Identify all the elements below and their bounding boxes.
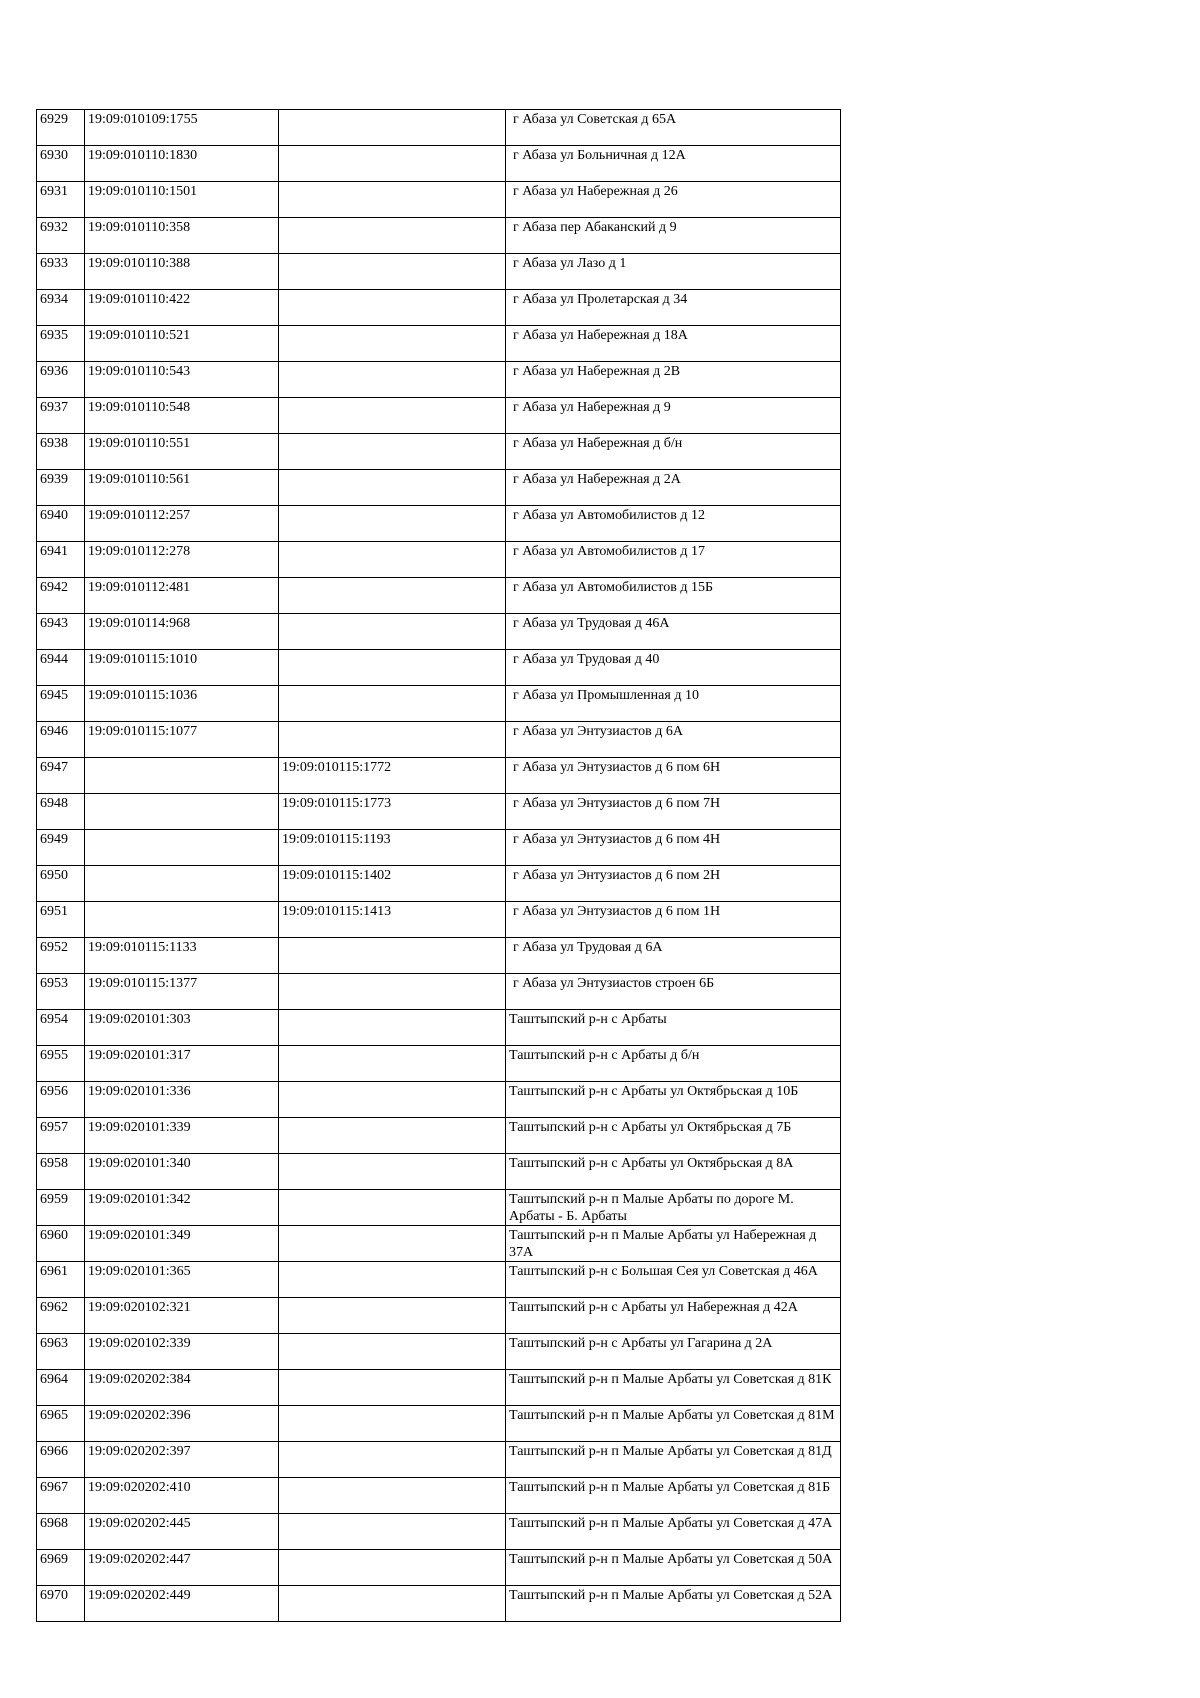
address-cell: г Абаза ул Набережная д 26 [506, 182, 841, 218]
table-row [37, 938, 841, 974]
table-row [37, 1226, 841, 1262]
address-cell: Таштыпский р-н с Арбаты ул Октябрьская д 10Б [506, 1082, 841, 1118]
table-row [37, 686, 841, 722]
cadastral-number-cell: 19:09:020202:410 [85, 1478, 279, 1514]
table-row [37, 1334, 841, 1370]
row-number-cell: 6965 [37, 1406, 85, 1442]
address-cell: Таштыпский р-н с Арбаты ул Гагарина д 2А [506, 1334, 841, 1370]
cadastral-number-cell [85, 830, 279, 866]
address-cell: Таштыпский р-н с Большая Сея ул Советская д 46А [506, 1262, 841, 1298]
parent-cadastral-number-cell [279, 146, 506, 182]
property-registry-table [36, 109, 841, 1622]
table-row [37, 434, 841, 470]
row-number-cell: 6947 [37, 758, 85, 794]
address-cell: Таштыпский р-н п Малые Арбаты ул Советская д 81К [506, 1370, 841, 1406]
parent-cadastral-number-cell: 19:09:010115:1773 [279, 794, 506, 830]
table-row [37, 1046, 841, 1082]
cadastral-number-cell: 19:09:020202:445 [85, 1514, 279, 1550]
address-cell: г Абаза ул Набережная д 2В [506, 362, 841, 398]
table-row [37, 578, 841, 614]
row-number-cell: 6967 [37, 1478, 85, 1514]
cadastral-number-cell: 19:09:020101:336 [85, 1082, 279, 1118]
row-number-cell: 6956 [37, 1082, 85, 1118]
row-number-cell: 6952 [37, 938, 85, 974]
row-number-cell: 6944 [37, 650, 85, 686]
address-cell: Таштыпский р-н п Малые Арбаты ул Советская д 50А [506, 1550, 841, 1586]
parent-cadastral-number-cell [279, 1262, 506, 1298]
parent-cadastral-number-cell [279, 1442, 506, 1478]
row-number-cell: 6969 [37, 1550, 85, 1586]
table-row [37, 542, 841, 578]
row-number-cell: 6934 [37, 290, 85, 326]
table-row [37, 866, 841, 902]
cadastral-number-cell: 19:09:010110:521 [85, 326, 279, 362]
cadastral-number-cell: 19:09:010110:358 [85, 218, 279, 254]
row-number-cell: 6930 [37, 146, 85, 182]
row-number-cell: 6941 [37, 542, 85, 578]
cadastral-number-cell: 19:09:010112:257 [85, 506, 279, 542]
address-cell: г Абаза ул Набережная д 2А [506, 470, 841, 506]
table-row [37, 470, 841, 506]
parent-cadastral-number-cell: 19:09:010115:1402 [279, 866, 506, 902]
row-number-cell: 6960 [37, 1226, 85, 1262]
row-number-cell: 6951 [37, 902, 85, 938]
row-number-cell: 6955 [37, 1046, 85, 1082]
row-number-cell: 6935 [37, 326, 85, 362]
cadastral-number-cell: 19:09:010115:1377 [85, 974, 279, 1010]
parent-cadastral-number-cell [279, 974, 506, 1010]
cadastral-number-cell: 19:09:020102:321 [85, 1298, 279, 1334]
cadastral-number-cell: 19:09:020102:339 [85, 1334, 279, 1370]
cadastral-number-cell: 19:09:010115:1077 [85, 722, 279, 758]
parent-cadastral-number-cell [279, 1334, 506, 1370]
table-row [37, 1118, 841, 1154]
row-number-cell: 6961 [37, 1262, 85, 1298]
address-cell: г Абаза пер Абаканский д 9 [506, 218, 841, 254]
row-number-cell: 6929 [37, 110, 85, 146]
parent-cadastral-number-cell [279, 110, 506, 146]
parent-cadastral-number-cell [279, 1478, 506, 1514]
address-cell: Таштыпский р-н с Арбаты ул Октябрьская д 8А [506, 1154, 841, 1190]
row-number-cell: 6942 [37, 578, 85, 614]
cadastral-number-cell: 19:09:020101:303 [85, 1010, 279, 1046]
parent-cadastral-number-cell [279, 434, 506, 470]
row-number-cell: 6931 [37, 182, 85, 218]
address-cell: Таштыпский р-н с Арбаты ул Набережная д 42А [506, 1298, 841, 1334]
address-cell: г Абаза ул Энтузиастов д 6А [506, 722, 841, 758]
address-cell: г Абаза ул Набережная д б/н [506, 434, 841, 470]
table-row [37, 1478, 841, 1514]
table-row [37, 1298, 841, 1334]
cadastral-number-cell: 19:09:010110:561 [85, 470, 279, 506]
parent-cadastral-number-cell [279, 470, 506, 506]
table-row [37, 1190, 841, 1226]
cadastral-number-cell: 19:09:020202:449 [85, 1586, 279, 1622]
address-cell: г Абаза ул Энтузиастов д 6 пом 1Н [506, 902, 841, 938]
parent-cadastral-number-cell [279, 614, 506, 650]
table-row [37, 1406, 841, 1442]
parent-cadastral-number-cell [279, 1226, 506, 1262]
table-row [37, 110, 841, 146]
address-cell: г Абаза ул Энтузиастов д 6 пом 7Н [506, 794, 841, 830]
parent-cadastral-number-cell [279, 182, 506, 218]
parent-cadastral-number-cell [279, 722, 506, 758]
table-row [37, 326, 841, 362]
row-number-cell: 6954 [37, 1010, 85, 1046]
address-cell: Таштыпский р-н п Малые Арбаты ул Набережная д 37А [506, 1226, 841, 1262]
table-row [37, 902, 841, 938]
table-row [37, 1550, 841, 1586]
table-row [37, 614, 841, 650]
table-row [37, 362, 841, 398]
table-row [37, 182, 841, 218]
row-number-cell: 6940 [37, 506, 85, 542]
address-cell: г Абаза ул Автомобилистов д 12 [506, 506, 841, 542]
cadastral-number-cell: 19:09:010110:1830 [85, 146, 279, 182]
parent-cadastral-number-cell [279, 1046, 506, 1082]
cadastral-number-cell: 19:09:010109:1755 [85, 110, 279, 146]
row-number-cell: 6943 [37, 614, 85, 650]
cadastral-number-cell: 19:09:020202:397 [85, 1442, 279, 1478]
address-cell: г Абаза ул Автомобилистов д 17 [506, 542, 841, 578]
parent-cadastral-number-cell: 19:09:010115:1193 [279, 830, 506, 866]
cadastral-number-cell: 19:09:020202:396 [85, 1406, 279, 1442]
parent-cadastral-number-cell [279, 254, 506, 290]
address-cell: Таштыпский р-н п Малые Арбаты ул Советская д 52А [506, 1586, 841, 1622]
row-number-cell: 6970 [37, 1586, 85, 1622]
row-number-cell: 6958 [37, 1154, 85, 1190]
row-number-cell: 6932 [37, 218, 85, 254]
address-cell: г Абаза ул Набережная д 18А [506, 326, 841, 362]
row-number-cell: 6957 [37, 1118, 85, 1154]
table-row [37, 1082, 841, 1118]
address-cell: г Абаза ул Трудовая д 40 [506, 650, 841, 686]
parent-cadastral-number-cell [279, 686, 506, 722]
address-cell: Таштыпский р-н п Малые Арбаты ул Советская д 81М [506, 1406, 841, 1442]
row-number-cell: 6949 [37, 830, 85, 866]
row-number-cell: 6948 [37, 794, 85, 830]
cadastral-number-cell: 19:09:010115:1133 [85, 938, 279, 974]
parent-cadastral-number-cell [279, 650, 506, 686]
row-number-cell: 6962 [37, 1298, 85, 1334]
parent-cadastral-number-cell: 19:09:010115:1772 [279, 758, 506, 794]
address-cell: г Абаза ул Пролетарская д 34 [506, 290, 841, 326]
row-number-cell: 6953 [37, 974, 85, 1010]
table-row [37, 650, 841, 686]
parent-cadastral-number-cell [279, 1586, 506, 1622]
address-cell: Таштыпский р-н п Малые Арбаты ул Советская д 81Б [506, 1478, 841, 1514]
parent-cadastral-number-cell [279, 1550, 506, 1586]
address-cell: г Абаза ул Трудовая д 46А [506, 614, 841, 650]
parent-cadastral-number-cell [279, 1370, 506, 1406]
parent-cadastral-number-cell [279, 938, 506, 974]
table-row [37, 1154, 841, 1190]
parent-cadastral-number-cell [279, 578, 506, 614]
row-number-cell: 6968 [37, 1514, 85, 1550]
parent-cadastral-number-cell [279, 542, 506, 578]
row-number-cell: 6933 [37, 254, 85, 290]
parent-cadastral-number-cell [279, 1154, 506, 1190]
cadastral-number-cell: 19:09:010110:543 [85, 362, 279, 398]
address-cell: г Абаза ул Энтузиастов строен 6Б [506, 974, 841, 1010]
parent-cadastral-number-cell [279, 1406, 506, 1442]
address-cell: Таштыпский р-н п Малые Арбаты ул Советская д 47А [506, 1514, 841, 1550]
parent-cadastral-number-cell [279, 1082, 506, 1118]
row-number-cell: 6939 [37, 470, 85, 506]
table-row [37, 254, 841, 290]
parent-cadastral-number-cell [279, 1010, 506, 1046]
cadastral-number-cell: 19:09:010115:1036 [85, 686, 279, 722]
cadastral-number-cell: 19:09:010110:1501 [85, 182, 279, 218]
cadastral-number-cell: 19:09:010110:548 [85, 398, 279, 434]
address-cell: Таштыпский р-н с Арбаты ул Октябрьская д 7Б [506, 1118, 841, 1154]
cadastral-number-cell: 19:09:020202:384 [85, 1370, 279, 1406]
row-number-cell: 6950 [37, 866, 85, 902]
cadastral-number-cell: 19:09:010112:278 [85, 542, 279, 578]
cadastral-number-cell: 19:09:020101:349 [85, 1226, 279, 1262]
cadastral-number-cell: 19:09:020202:447 [85, 1550, 279, 1586]
row-number-cell: 6963 [37, 1334, 85, 1370]
parent-cadastral-number-cell [279, 1190, 506, 1226]
cadastral-number-cell: 19:09:020101:365 [85, 1262, 279, 1298]
table-row [37, 794, 841, 830]
address-cell: г Абаза ул Больничная д 12А [506, 146, 841, 182]
cadastral-number-cell: 19:09:010115:1010 [85, 650, 279, 686]
table-row [37, 758, 841, 794]
row-number-cell: 6937 [37, 398, 85, 434]
table-row [37, 1586, 841, 1622]
cadastral-number-cell: 19:09:010110:551 [85, 434, 279, 470]
parent-cadastral-number-cell [279, 218, 506, 254]
table-row [37, 974, 841, 1010]
table-row [37, 1442, 841, 1478]
row-number-cell: 6964 [37, 1370, 85, 1406]
table-row [37, 398, 841, 434]
parent-cadastral-number-cell [279, 506, 506, 542]
row-number-cell: 6946 [37, 722, 85, 758]
table-row [37, 830, 841, 866]
address-cell: Таштыпский р-н с Арбаты [506, 1010, 841, 1046]
cadastral-number-cell: 19:09:010110:422 [85, 290, 279, 326]
parent-cadastral-number-cell [279, 1118, 506, 1154]
table-row [37, 218, 841, 254]
parent-cadastral-number-cell [279, 398, 506, 434]
address-cell: г Абаза ул Лазо д 1 [506, 254, 841, 290]
cadastral-number-cell: 19:09:020101:339 [85, 1118, 279, 1154]
cadastral-number-cell [85, 758, 279, 794]
row-number-cell: 6959 [37, 1190, 85, 1226]
cadastral-number-cell [85, 866, 279, 902]
row-number-cell: 6945 [37, 686, 85, 722]
cadastral-number-cell: 19:09:020101:317 [85, 1046, 279, 1082]
address-cell: г Абаза ул Советская д 65А [506, 110, 841, 146]
table-row [37, 146, 841, 182]
address-cell: г Абаза ул Энтузиастов д 6 пом 6Н [506, 758, 841, 794]
cadastral-number-cell: 19:09:020101:340 [85, 1154, 279, 1190]
parent-cadastral-number-cell [279, 362, 506, 398]
cadastral-number-cell: 19:09:010112:481 [85, 578, 279, 614]
parent-cadastral-number-cell [279, 1514, 506, 1550]
cadastral-number-cell [85, 902, 279, 938]
cadastral-number-cell [85, 794, 279, 830]
table-row [37, 722, 841, 758]
parent-cadastral-number-cell [279, 290, 506, 326]
table-row [37, 1514, 841, 1550]
table-row [37, 1370, 841, 1406]
parent-cadastral-number-cell [279, 326, 506, 362]
address-cell: г Абаза ул Набережная д 9 [506, 398, 841, 434]
table-row [37, 1010, 841, 1046]
address-cell: Таштыпский р-н с Арбаты д б/н [506, 1046, 841, 1082]
table-row [37, 290, 841, 326]
registry-table-body [37, 110, 841, 1622]
address-cell: Таштыпский р-н п Малые Арбаты по дороге М. Арбаты - Б. Арбаты [506, 1190, 841, 1226]
parent-cadastral-number-cell [279, 1298, 506, 1334]
address-cell: г Абаза ул Трудовая д 6А [506, 938, 841, 974]
cadastral-number-cell: 19:09:010110:388 [85, 254, 279, 290]
table-row [37, 1262, 841, 1298]
address-cell: г Абаза ул Энтузиастов д 6 пом 4Н [506, 830, 841, 866]
row-number-cell: 6936 [37, 362, 85, 398]
address-cell: г Абаза ул Промышленная д 10 [506, 686, 841, 722]
parent-cadastral-number-cell: 19:09:010115:1413 [279, 902, 506, 938]
cadastral-number-cell: 19:09:020101:342 [85, 1190, 279, 1226]
row-number-cell: 6966 [37, 1442, 85, 1478]
table-row [37, 506, 841, 542]
address-cell: г Абаза ул Энтузиастов д 6 пом 2Н [506, 866, 841, 902]
address-cell: Таштыпский р-н п Малые Арбаты ул Советская д 81Д [506, 1442, 841, 1478]
address-cell: г Абаза ул Автомобилистов д 15Б [506, 578, 841, 614]
row-number-cell: 6938 [37, 434, 85, 470]
cadastral-number-cell: 19:09:010114:968 [85, 614, 279, 650]
